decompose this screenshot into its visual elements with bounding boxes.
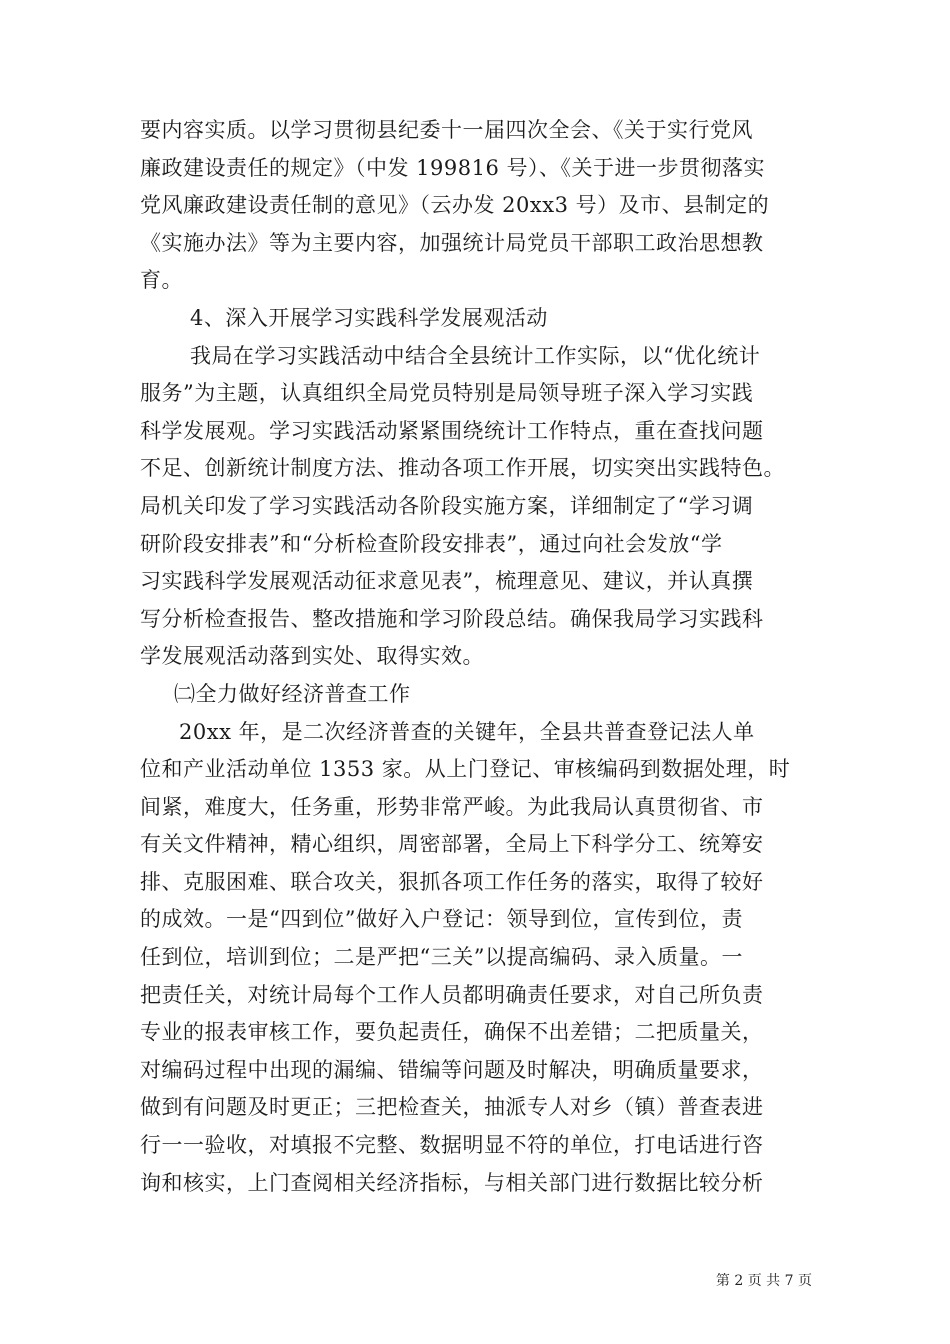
text-line: 有关文件精神，精心组织，周密部署，全局上下科学分工、统筹安 (140, 832, 764, 857)
text-line: 专业的报表审核工作，要负起责任，确保不出差错；二把质量关， (140, 1020, 764, 1045)
text-line: 科学发展观。学习实践活动紧紧围绕统计工作特点，重在查找问题 (140, 418, 764, 443)
text-line: 育。 (140, 268, 183, 293)
text-line: 我局在学习实践活动中结合全县统计工作实际，以“优化统计 (190, 343, 761, 368)
text-line: 研阶段安排表”和“分析检查阶段安排表”，通过向社会发放“学 (140, 531, 723, 556)
text-line: 排、克服困难、联合攻关，狠抓各项工作任务的落实，取得了较好 (140, 869, 764, 894)
text-line: 任到位，培训到位；二是严把“三关”以提高编码、录入质量。一 (140, 945, 743, 970)
text-line: 服务”为主题，认真组织全局党员特别是局领导班子深入学习实践 (140, 381, 754, 406)
text-line: 写分析检查报告、整改措施和学习阶段总结。确保我局学习实践科 (140, 606, 764, 631)
text-line: 的成效。一是“四到位”做好入户登记：领导到位，宣传到位，责 (140, 907, 743, 932)
text-line: 做到有问题及时更正；三把检查关，抽派专人对乡（镇）普查表进 (140, 1095, 764, 1120)
text-line: 20xx 年，是二次经济普查的关键年，全县共普查登记法人单 (179, 719, 755, 744)
text-line: 廉政建设责任的规定》（中发 199816 号）、《关于进一步贯彻落实 (140, 155, 766, 180)
text-line: 位和产业活动单位 1353 家。从上门登记、审核编码到数据处理，时 (140, 757, 791, 782)
text-line: 局机关印发了学习实践活动各阶段实施方案，详细制定了“学习调 (140, 493, 754, 518)
text-line: 把责任关，对统计局每个工作人员都明确责任要求，对自己所负责 (140, 982, 764, 1007)
text-line: 询和核实，上门查阅相关经济指标，与相关部门进行数据比较分析 (140, 1170, 764, 1195)
text-line: 党风廉政建设责任制的意见》（云办发 20xx3 号）及市、县制定的 (140, 193, 770, 218)
text-line: 《实施办法》等为主要内容，加强统计局党员干部职工政治思想教 (140, 230, 764, 255)
section-heading: ㈡全力做好经济普查工作 (174, 681, 411, 706)
text-line: 不足、创新统计制度方法、推动各项工作开展，切实突出实践特色。 (140, 456, 785, 481)
text-line: 行一一验收，对填报不完整、数据明显不符的单位，打电话进行咨 (140, 1133, 764, 1158)
text-line: 学发展观活动落到实处、取得实效。 (140, 644, 484, 669)
page-number: 第 2 页 共 7 页 (715, 1273, 812, 1289)
document-body (140, 112, 812, 1202)
text-line: 习实践科学发展观活动征求意见表”，梳理意见、建议，并认真撰 (140, 569, 754, 594)
text-line: 间紧，难度大，任务重，形势非常严峻。为此我局认真贯彻省、市 (140, 794, 764, 819)
text-line: 对编码过程中出现的漏编、错编等问题及时解决，明确质量要求， (140, 1057, 764, 1082)
section-heading: 4、深入开展学习实践科学发展观活动 (190, 305, 548, 330)
text-line: 要内容实质。以学习贯彻县纪委十一届四次全会、《关于实行党风 (140, 118, 753, 142)
